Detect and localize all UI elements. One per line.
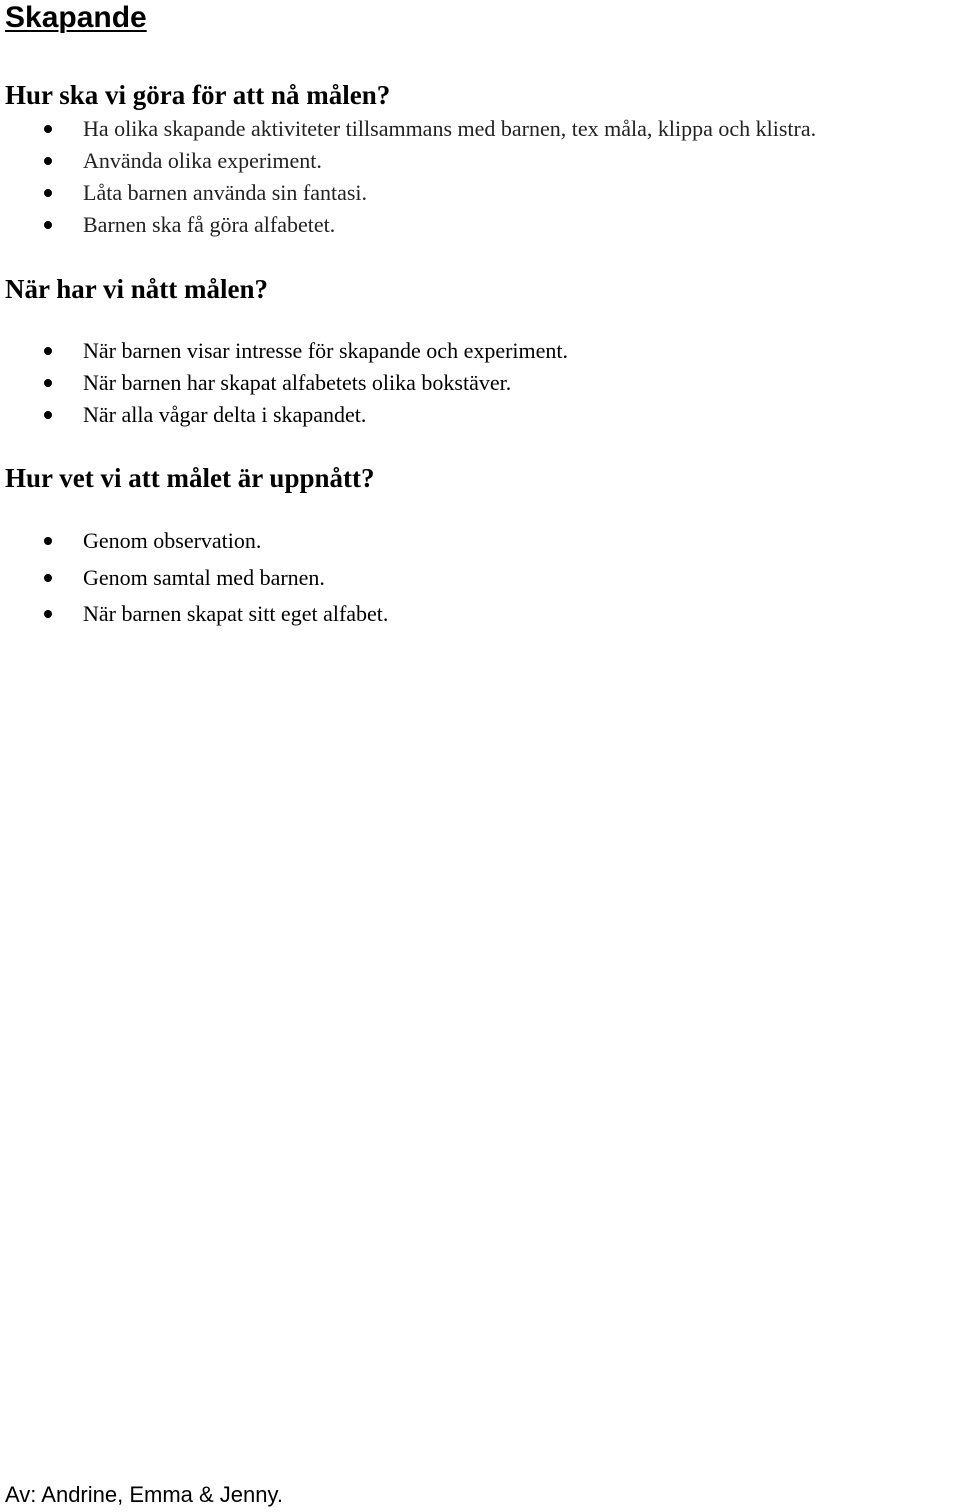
bullet-icon [44,610,52,618]
list-item-text: Låta barnen använda sin fantasi. [83,180,368,205]
list-item-text: När alla vågar delta i skapandet. [83,402,367,427]
bullet-icon [44,221,52,229]
page-title: Skapande [5,1,147,34]
list-item [0,596,388,633]
list-item [0,209,816,241]
list-item-text: Ha olika skapande aktiviteter tillsammans med barnen, tex måla, klippa och klistra. [83,116,817,141]
bullet-icon [44,379,52,387]
bullet-icon [44,189,52,197]
section-heading-when: När har vi nått målen? [5,274,268,304]
author-footer: Av: Andrine, Emma & Jenny. [5,1482,283,1507]
list-item-text: Genom observation. [83,528,262,553]
list-item-text: När barnen visar intresse för skapande och experiment. [83,338,569,363]
bullet-icon [44,411,52,419]
list-item [0,523,388,560]
list-item [0,399,568,431]
bullet-icon [44,347,52,355]
list-item [0,560,388,597]
bullet-icon [44,157,52,165]
bullet-icon [44,537,52,545]
section-heading-know: Hur vet vi att målet är uppnått? [5,463,375,493]
bullet-list-how [0,113,816,241]
section-heading-how: Hur ska vi göra för att nå målen? [5,80,391,110]
list-item-text: Använda olika experiment. [83,148,322,173]
bullet-icon [44,574,52,582]
list-item-text: När barnen skapat sitt eget alfabet. [83,601,389,626]
list-item-text: Barnen ska få göra alfabetet. [83,212,336,237]
list-item-text: När barnen har skapat alfabetets olika bokstäver. [83,370,512,395]
bullet-list-when [0,335,568,431]
list-item [0,177,816,209]
list-item [0,113,816,145]
list-item [0,335,568,367]
list-item [0,367,568,399]
list-item [0,145,816,177]
bullet-icon [44,125,52,133]
bullet-list-know [0,523,388,633]
list-item-text: Genom samtal med barnen. [83,564,325,590]
